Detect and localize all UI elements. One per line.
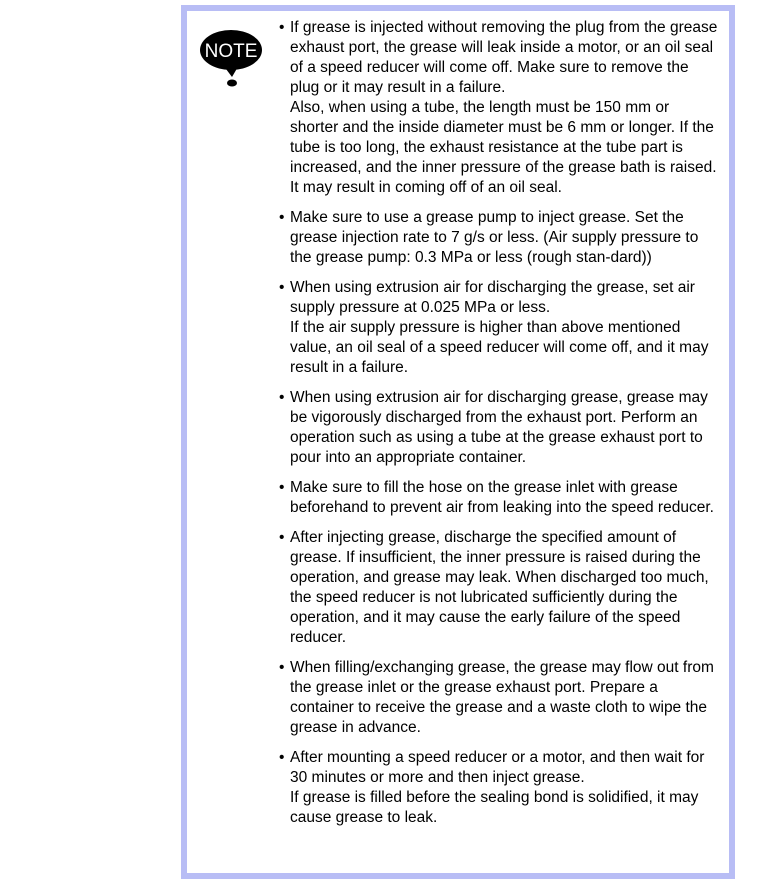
bullet-marker: • [279, 19, 285, 36]
note-paragraph: When using extrusion air for discharging the grease, set air supply pressure at 0.025 MPa or less. [290, 279, 695, 316]
note-paragraph: When filling/exchanging grease, the grease may flow out from the grease inlet or the grease exhaust port. Prepare a container to receive the grease and a waste cloth to wipe the grease in advance. [290, 659, 714, 736]
note-box [181, 5, 735, 879]
bullet-marker: • [279, 659, 285, 676]
note-icon-label: NOTE [204, 41, 258, 62]
bullet-marker: • [279, 389, 285, 406]
bullet-marker: • [279, 749, 285, 766]
note-paragraph: Make sure to use a grease pump to inject grease. Set the grease injection rate to 7 g/s or less. (Air supply pressure to the grease pump: 0.3 MPa or less (rough stan-dard)) [290, 209, 699, 266]
note-item [279, 658, 719, 738]
note-icon [199, 27, 263, 89]
note-paragraph: After mounting a speed reducer or a motor, and then wait for 30 minutes or more and then inject grease. [290, 749, 705, 786]
note-item [279, 18, 719, 198]
note-item [279, 208, 719, 268]
note-paragraph: After injecting grease, discharge the specified amount of grease. If insufficient, the inner pressure is raised during the operation, and grease may leak. When discharged too much, the speed reducer is not lubricated sufficiently during the operation, and it may cause the early failure of the speed reducer. [290, 529, 709, 646]
note-item [279, 748, 719, 828]
bullet-marker: • [279, 479, 285, 496]
bullet-marker: • [279, 529, 285, 546]
note-paragraph: Make sure to fill the hose on the grease inlet with grease beforehand to prevent air from leaking into the speed reducer. [290, 479, 714, 516]
note-item-list [279, 18, 719, 838]
bullet-marker: • [279, 279, 285, 296]
note-paragraph: Also, when using a tube, the length must be 150 mm or shorter and the inside diameter must be 6 mm or longer. If the tube is too long, the exhaust resistance at the tube part is increased, and the inner pressure of the grease bath is raised. It may result in coming off of an oil seal. [290, 99, 717, 196]
note-item [279, 478, 719, 518]
note-paragraph: If grease is filled before the sealing bond is solidified, it may cause grease to leak. [290, 789, 699, 826]
note-paragraph: If the air supply pressure is higher than above mentioned value, an oil seal of a speed reducer will come off, and it may result in a failure. [290, 319, 709, 376]
note-item [279, 388, 719, 468]
bullet-marker: • [279, 209, 285, 226]
note-item [279, 278, 719, 378]
note-paragraph: If grease is injected without removing the plug from the grease exhaust port, the grease will leak inside a motor, or an oil seal of a speed reducer will come off. Make sure to remove the plug or it may result in a failure. [290, 19, 718, 96]
note-item [279, 528, 719, 648]
note-paragraph: When using extrusion air for discharging grease, grease may be vigorously discharged from the exhaust port. Perform an operation such as using a tube at the grease exhaust port to pour into an appropriate container. [290, 389, 708, 466]
